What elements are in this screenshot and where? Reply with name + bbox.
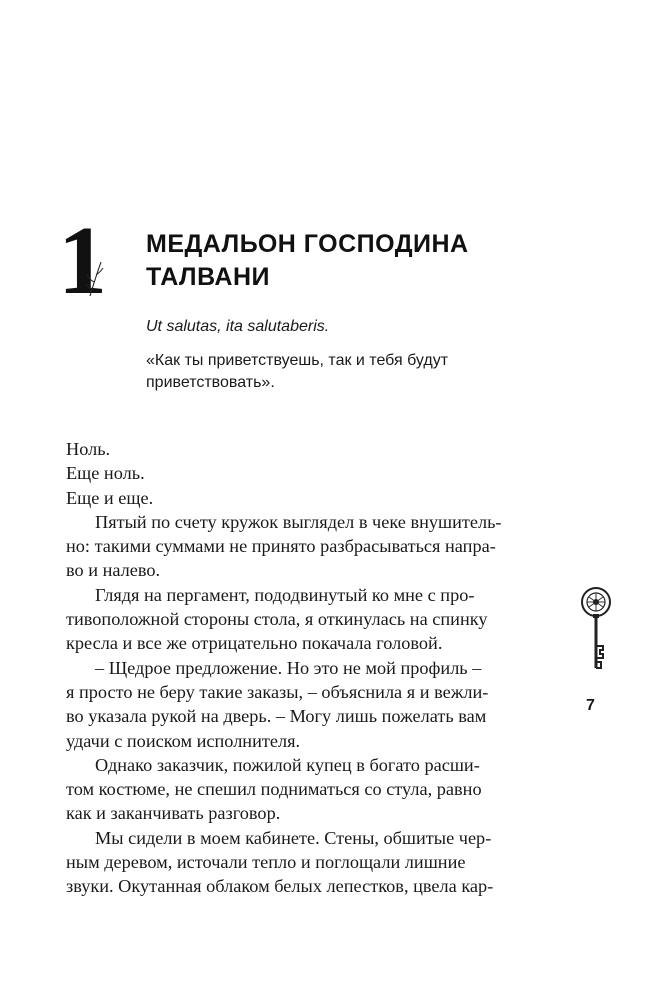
text-line: – Щедрое предложение. Но это не мой профиль – bbox=[95, 657, 482, 678]
text-line: Мы сидели в моем кабинете. Стены, обшитые чер- bbox=[95, 827, 492, 848]
text-line: кресла и все же отрицательно покачала головой. bbox=[66, 633, 443, 654]
paragraph bbox=[66, 583, 570, 656]
text-line: тивоположной стороны стола, я откинулась на спинку bbox=[66, 609, 488, 630]
chapter-title-line-1: МЕДАЛЬОН ГОСПОДИНА bbox=[146, 230, 469, 258]
chapter-number: 1 bbox=[58, 207, 107, 315]
text-line: я просто не беру такие заказы, – объяснила я и вежли- bbox=[66, 681, 489, 702]
text-line: Пятый по счету кружок выглядел в чеке внушитель- bbox=[95, 511, 502, 532]
text-line: во указала рукой на дверь. – Могу лишь пожелать вам bbox=[66, 706, 487, 727]
text-line: удачи с поиском исполнителя. bbox=[66, 730, 301, 751]
chapter-title bbox=[146, 228, 546, 294]
paragraph bbox=[66, 656, 570, 753]
epigraph-translation-line-1: «Как ты приветствуешь, так и тебя будут bbox=[146, 352, 449, 369]
paragraph bbox=[66, 510, 570, 583]
paragraph bbox=[66, 826, 570, 899]
epigraph-latin: Ut salutas, ita salutaberis. bbox=[146, 318, 330, 335]
paragraph bbox=[66, 753, 570, 826]
paragraph: Еще и еще. bbox=[66, 487, 154, 508]
epigraph-translation-line-2: приветствовать». bbox=[146, 374, 275, 391]
paragraph: Еще ноль. bbox=[66, 463, 145, 484]
paragraph: Ноль. bbox=[66, 439, 111, 459]
body-text bbox=[66, 437, 570, 899]
text-line: как и заканчивать разговор. bbox=[66, 803, 281, 824]
text-line: но: такими суммами не принято разбрасываться напра- bbox=[66, 536, 496, 557]
page-number: 7 bbox=[586, 697, 595, 714]
text-line: звуки. Окутанная облаком белых лепестков, цвела кар- bbox=[66, 876, 494, 897]
text-line: во и налево. bbox=[66, 560, 161, 581]
chapter-title-line-2: ТАЛВАНИ bbox=[146, 263, 270, 291]
key-icon bbox=[576, 584, 616, 674]
sprig-icon bbox=[84, 258, 106, 298]
text-line: том костюме, не спешил подниматься со стула, равно bbox=[66, 779, 482, 800]
text-line: ным деревом, источали тепло и поглощали лишние bbox=[66, 852, 466, 873]
epigraph-translation bbox=[146, 350, 506, 394]
text-line: Однако заказчик, пожилой купец в богато расши- bbox=[95, 754, 480, 775]
text-line: Глядя на пергамент, пододвинутый ко мне с про- bbox=[95, 584, 475, 605]
